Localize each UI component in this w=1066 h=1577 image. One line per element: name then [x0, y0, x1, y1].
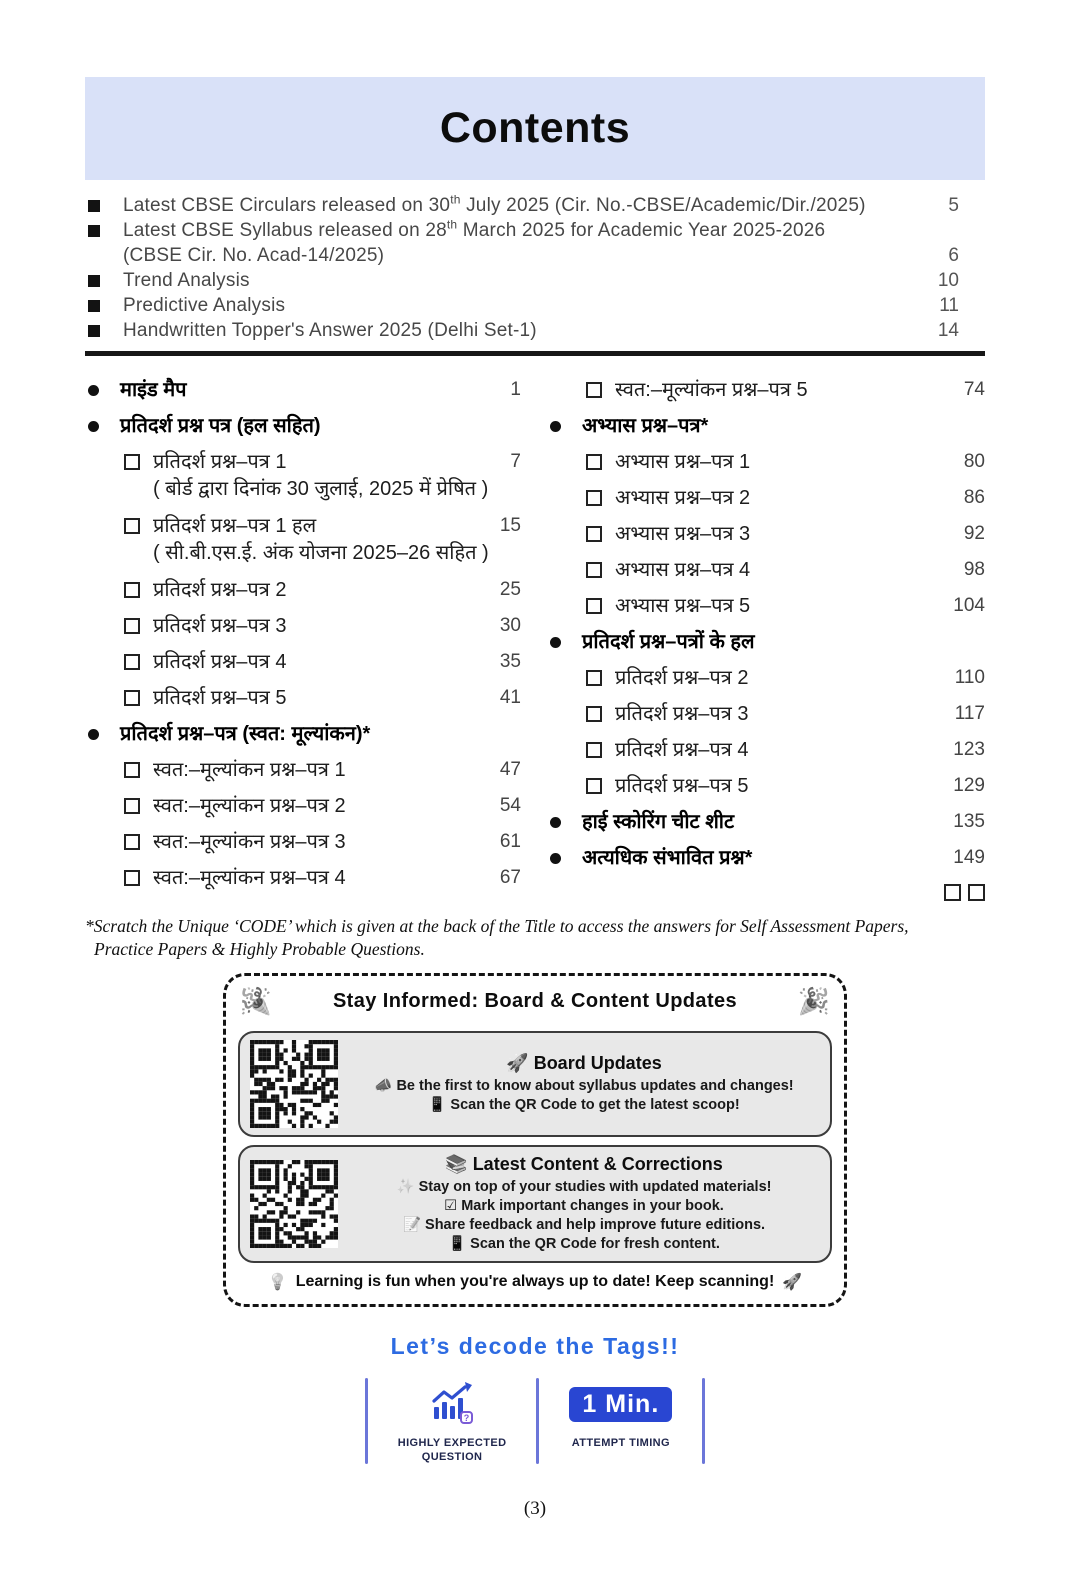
hindi-toc-item	[85, 794, 521, 818]
footnote-line-1: *Scratch the Unique ‘CODE’ which is given at the back of the Title to access the answers for Self Assessment Papers,	[85, 916, 909, 936]
column-gap	[521, 366, 547, 901]
english-toc-item	[85, 318, 985, 343]
hindi-toc-item	[547, 450, 985, 474]
svg-text:?: ?	[463, 1413, 470, 1423]
toc-item-text: प्रतिदर्श प्रश्न–पत्र 3	[153, 615, 287, 637]
hollow-square-bullet-icon	[586, 706, 602, 722]
circle-bullet-icon	[550, 421, 561, 432]
phone-icon: 📱	[428, 1097, 451, 1113]
hindi-toc-item	[85, 830, 521, 854]
toc-item-text: स्वत:–मूल्यांकन प्रश्न–पत्र 3	[153, 831, 346, 853]
line-text: Share feedback and help improve future editions.	[425, 1217, 766, 1233]
tag-label-line: ATTEMPT TIMING	[571, 1437, 670, 1449]
toc-item-text: प्रतिदर्श प्रश्न–पत्र 4	[153, 651, 287, 673]
toc-page-number: 14	[937, 320, 959, 341]
stay-informed-title: Stay Informed: Board & Content Updates	[332, 990, 738, 1012]
toc-item-text: अभ्यास प्रश्न–पत्र*	[582, 415, 709, 437]
tag-label-line: QUESTION	[421, 1451, 483, 1463]
hindi-toc-item	[547, 774, 985, 798]
hindi-toc-item	[547, 378, 985, 402]
rocket-icon: 🚀	[506, 1053, 529, 1073]
toc-item-text: प्रतिदर्श प्रश्न–पत्र 1	[153, 451, 287, 473]
toc-item-text	[123, 218, 889, 268]
page-number: (3)	[523, 1498, 547, 1519]
memo-icon: 📝	[402, 1217, 426, 1233]
page-title: Contents	[439, 104, 631, 152]
tag-item	[539, 1378, 702, 1464]
toc-item-text: अभ्यास प्रश्न–पत्र 5	[615, 595, 751, 617]
toc-page-number: 67	[499, 867, 521, 888]
toc-page-number: 80	[963, 451, 985, 472]
toc-page-number: 35	[499, 651, 521, 672]
toc-page-number: 5	[948, 195, 959, 216]
hollow-square-bullet-icon	[124, 762, 140, 778]
bold-text: Scan the QR Code	[470, 1236, 597, 1252]
square-bullet-icon	[88, 325, 100, 337]
toc-page-number: 129	[953, 775, 985, 796]
hindi-toc-section	[547, 414, 985, 438]
toc-item-text: प्रतिदर्श प्रश्न–पत्र 2	[615, 667, 749, 689]
hollow-square-bullet-icon	[586, 526, 602, 542]
toc-item-text: अभ्यास प्रश्न–पत्र 4	[615, 559, 751, 581]
hollow-square-icon	[968, 884, 985, 901]
hindi-toc-item	[85, 650, 521, 674]
toc-page-number: 7	[510, 451, 521, 472]
contents-header	[85, 77, 985, 180]
tag-item	[368, 1378, 537, 1464]
line-text: Be the first to know about syllabus updates and changes!	[396, 1078, 794, 1094]
toc-item-line2: (CBSE Cir. No. Acad-14/2025)	[123, 245, 385, 266]
toc-page-number: 98	[963, 559, 985, 580]
hindi-toc-item	[547, 594, 985, 618]
stay-informed-box	[223, 973, 847, 1307]
ordinal-suffix: th	[446, 217, 458, 232]
toc-item-subtext: ( सी.बी.एस.ई. अंक योजना 2025–26 सहित )	[153, 542, 489, 564]
english-toc-item	[85, 268, 985, 293]
toc-item-text	[123, 193, 889, 218]
toc-item-text: प्रतिदर्श प्रश्न–पत्र 2	[153, 579, 287, 601]
toc-item-text	[123, 268, 889, 293]
english-toc-item	[85, 193, 985, 218]
hindi-toc-left-column	[85, 366, 521, 901]
line-text: for fresh content.	[596, 1236, 720, 1252]
toc-item-text: अभ्यास प्रश्न–पत्र 3	[615, 523, 751, 545]
toc-item-text: प्रतिदर्श प्रश्न–पत्रों के हल	[582, 631, 755, 653]
qr-code-content-corrections	[250, 1160, 338, 1248]
tag-label-line: HIGHLY EXPECTED	[397, 1437, 507, 1449]
toc-page-number: 135	[953, 811, 985, 832]
circle-bullet-icon	[550, 817, 561, 828]
toc-item-text: प्रतिदर्श प्रश्न–पत्र 3	[615, 703, 749, 725]
hollow-square-bullet-icon	[124, 690, 140, 706]
hollow-square-bullet-icon	[586, 778, 602, 794]
toc-page-number: 117	[954, 703, 985, 724]
hollow-square-bullet-icon	[124, 518, 140, 534]
hindi-toc-item	[547, 666, 985, 690]
hollow-square-bullet-icon	[586, 382, 602, 398]
english-toc-list	[85, 193, 985, 343]
toc-page-number: 47	[499, 759, 521, 780]
hindi-toc-right-column	[547, 366, 985, 901]
toc-item-text: प्रतिदर्श प्रश्न–पत्र (स्वत: मूल्यांकन)*	[120, 723, 371, 745]
toc-item-text: माइंड मैप	[120, 379, 187, 401]
hollow-square-bullet-icon	[124, 454, 140, 470]
update-section-title	[348, 1053, 820, 1074]
party-popper-icon: 🎉	[797, 986, 830, 1016]
update-section-line	[348, 1197, 820, 1216]
stay-informed-footer	[238, 1272, 832, 1292]
checkbox-icon: ☑	[444, 1198, 462, 1214]
hindi-toc-item	[85, 450, 521, 474]
square-bullet-icon	[88, 275, 100, 287]
toc-item-text: प्रतिदर्श प्रश्न–पत्र 5	[153, 687, 287, 709]
toc-page-number: 6	[948, 245, 959, 266]
update-section-line	[348, 1077, 820, 1096]
qr-code-board-updates	[250, 1040, 338, 1128]
hollow-square-icon	[944, 884, 961, 901]
hollow-square-bullet-icon	[586, 742, 602, 758]
hindi-toc-section	[85, 378, 521, 402]
footnote	[85, 915, 985, 961]
circle-bullet-icon	[88, 385, 99, 396]
hollow-square-bullet-icon	[124, 870, 140, 886]
english-toc-item	[85, 218, 985, 268]
toc-item-line: Handwritten Topper's Answer 2025 (Delhi Set-1)	[123, 320, 537, 341]
update-section-content	[348, 1053, 820, 1115]
circle-bullet-icon	[88, 729, 99, 740]
sparkles-icon: ✨	[396, 1179, 419, 1195]
toc-item-text: हाई स्कोरिंग चीट शीट	[582, 811, 735, 833]
hindi-toc-item	[85, 866, 521, 890]
toc-item-text: स्वत:–मूल्यांकन प्रश्न–पत्र 5	[615, 379, 808, 401]
tags-legend	[85, 1378, 985, 1464]
toc-page-number: 74	[963, 379, 985, 400]
update-section-content	[348, 1154, 820, 1254]
circle-bullet-icon	[550, 853, 561, 864]
hindi-toc-section	[547, 846, 985, 870]
toc-page-number: 104	[953, 595, 985, 616]
english-toc-item	[85, 293, 985, 318]
hollow-square-bullet-icon	[586, 454, 602, 470]
toc-item-text: स्वत:–मूल्यांकन प्रश्न–पत्र 2	[153, 795, 346, 817]
toc-page-number: 61	[499, 831, 521, 852]
toc-page-number: 10	[937, 270, 959, 291]
rocket-icon: 🚀	[782, 1274, 803, 1291]
hollow-square-bullet-icon	[586, 490, 602, 506]
toc-page-number: 86	[963, 487, 985, 508]
toc-item-text: अत्यधिक संभावित प्रश्न*	[582, 847, 753, 869]
toc-item-line: Latest CBSE Circulars released on 30th July 2025 (Cir. No.-CBSE/Academic/Dir./2025)	[123, 192, 866, 216]
line-text: to get the latest scoop!	[576, 1097, 740, 1113]
bulb-icon: 💡	[267, 1274, 288, 1291]
stay-informed-header	[238, 984, 832, 1023]
hollow-square-bullet-icon	[586, 598, 602, 614]
section-title-text: Board Updates	[528, 1053, 662, 1073]
hindi-toc-item	[85, 578, 521, 602]
megaphone-icon: 📣	[374, 1078, 397, 1094]
toc-item-subtext: ( बोर्ड द्वारा दिनांक 30 जुलाई, 2025 में प्रेषित )	[153, 478, 489, 500]
toc-item-text: प्रतिदर्श प्रश्न–पत्र 5	[615, 775, 749, 797]
update-section-line	[348, 1216, 820, 1235]
square-bullet-icon	[88, 225, 100, 237]
hindi-toc-item	[85, 614, 521, 638]
section-title-text: Latest Content & Corrections	[467, 1154, 723, 1174]
hindi-toc-section	[85, 722, 521, 746]
update-section-line	[348, 1096, 820, 1115]
circle-bullet-icon	[88, 421, 99, 432]
toc-page-number: 30	[499, 615, 521, 636]
update-section	[238, 1031, 832, 1137]
toc-item-line: Latest CBSE Syllabus released on 28th March 2025 for Academic Year 2025-2026	[123, 217, 826, 241]
hindi-toc-item	[547, 558, 985, 582]
hindi-toc-item	[547, 486, 985, 510]
hindi-toc-item	[547, 738, 985, 762]
toc-page-number: 123	[953, 739, 985, 760]
ordinal-suffix: th	[450, 192, 461, 207]
hollow-square-bullet-icon	[124, 582, 140, 598]
toc-page-number: 1	[510, 379, 521, 400]
book-contents-page	[0, 77, 1066, 1577]
toc-item-text: प्रतिदर्श प्रश्न–पत्र 4	[615, 739, 749, 761]
toc-page-number: 149	[953, 847, 985, 868]
toc-page-number: 92	[963, 523, 985, 544]
toc-item-text: स्वत:–मूल्यांकन प्रश्न–पत्र 4	[153, 867, 346, 889]
toc-page-number: 41	[499, 687, 521, 708]
update-section-line	[348, 1178, 820, 1197]
toc-page-number: 54	[499, 795, 521, 816]
hindi-toc-item	[85, 758, 521, 782]
expected-question-chart-icon	[428, 1378, 476, 1430]
toc-page-number: 110	[954, 667, 985, 688]
hindi-toc-section	[547, 810, 985, 834]
hindi-toc-item	[85, 514, 521, 538]
hindi-toc-section	[547, 630, 985, 654]
footnote-line-2: Practice Papers & Highly Probable Questions.	[94, 939, 425, 959]
tag-label	[398, 1436, 507, 1464]
update-sections	[238, 1031, 832, 1263]
hindi-toc-item	[547, 522, 985, 546]
decode-tags-heading: Let’s decode the Tags!!	[390, 1333, 680, 1359]
toc-item-text: प्रतिदर्श प्रश्न पत्र (हल सहित)	[120, 415, 321, 437]
update-section-title	[348, 1154, 820, 1175]
toc-item-line: Trend Analysis	[123, 270, 250, 291]
books-icon: 📚	[445, 1154, 468, 1174]
toc-item-text: स्वत:–मूल्यांकन प्रश्न–पत्र 1	[153, 759, 346, 781]
toc-item-text: अभ्यास प्रश्न–पत्र 1	[615, 451, 751, 473]
toc-page-number: 25	[499, 579, 521, 600]
square-bullet-icon	[88, 300, 100, 312]
party-popper-icon: 🎉	[240, 986, 273, 1016]
hollow-square-bullet-icon	[124, 834, 140, 850]
hollow-square-bullet-icon	[586, 562, 602, 578]
hindi-toc	[85, 366, 985, 901]
hindi-toc-item	[85, 686, 521, 710]
contents-end-mark	[547, 884, 985, 901]
line-text: Mark important changes in your book.	[461, 1198, 724, 1214]
line-text: Stay on top of your studies with updated materials!	[418, 1179, 772, 1195]
circle-bullet-icon	[550, 637, 561, 648]
toc-page-number: 15	[499, 515, 521, 536]
hindi-toc-section	[85, 414, 521, 438]
update-section	[238, 1145, 832, 1263]
hollow-square-bullet-icon	[124, 654, 140, 670]
update-section-line	[348, 1235, 820, 1254]
attempt-timing-badge: 1 Min.	[569, 1387, 672, 1422]
toc-item-text: अभ्यास प्रश्न–पत्र 2	[615, 487, 751, 509]
tag-label	[572, 1436, 670, 1450]
phone-icon: 📱	[448, 1236, 471, 1252]
hindi-toc-item	[547, 702, 985, 726]
toc-page-number: 11	[939, 295, 959, 316]
footer-text: Learning is fun when you're always up to date! Keep scanning!	[295, 1273, 775, 1290]
tag-separator	[702, 1378, 705, 1464]
toc-item-text: प्रतिदर्श प्रश्न–पत्र 1 हल	[153, 515, 317, 537]
bold-text: Scan the QR Code	[450, 1097, 577, 1113]
section-divider	[85, 351, 985, 356]
toc-item-text	[123, 318, 889, 343]
toc-item-text	[123, 293, 889, 318]
toc-item-line: Predictive Analysis	[123, 295, 286, 316]
hollow-square-bullet-icon	[586, 670, 602, 686]
hollow-square-bullet-icon	[124, 618, 140, 634]
square-bullet-icon	[88, 200, 100, 212]
hollow-square-bullet-icon	[124, 798, 140, 814]
